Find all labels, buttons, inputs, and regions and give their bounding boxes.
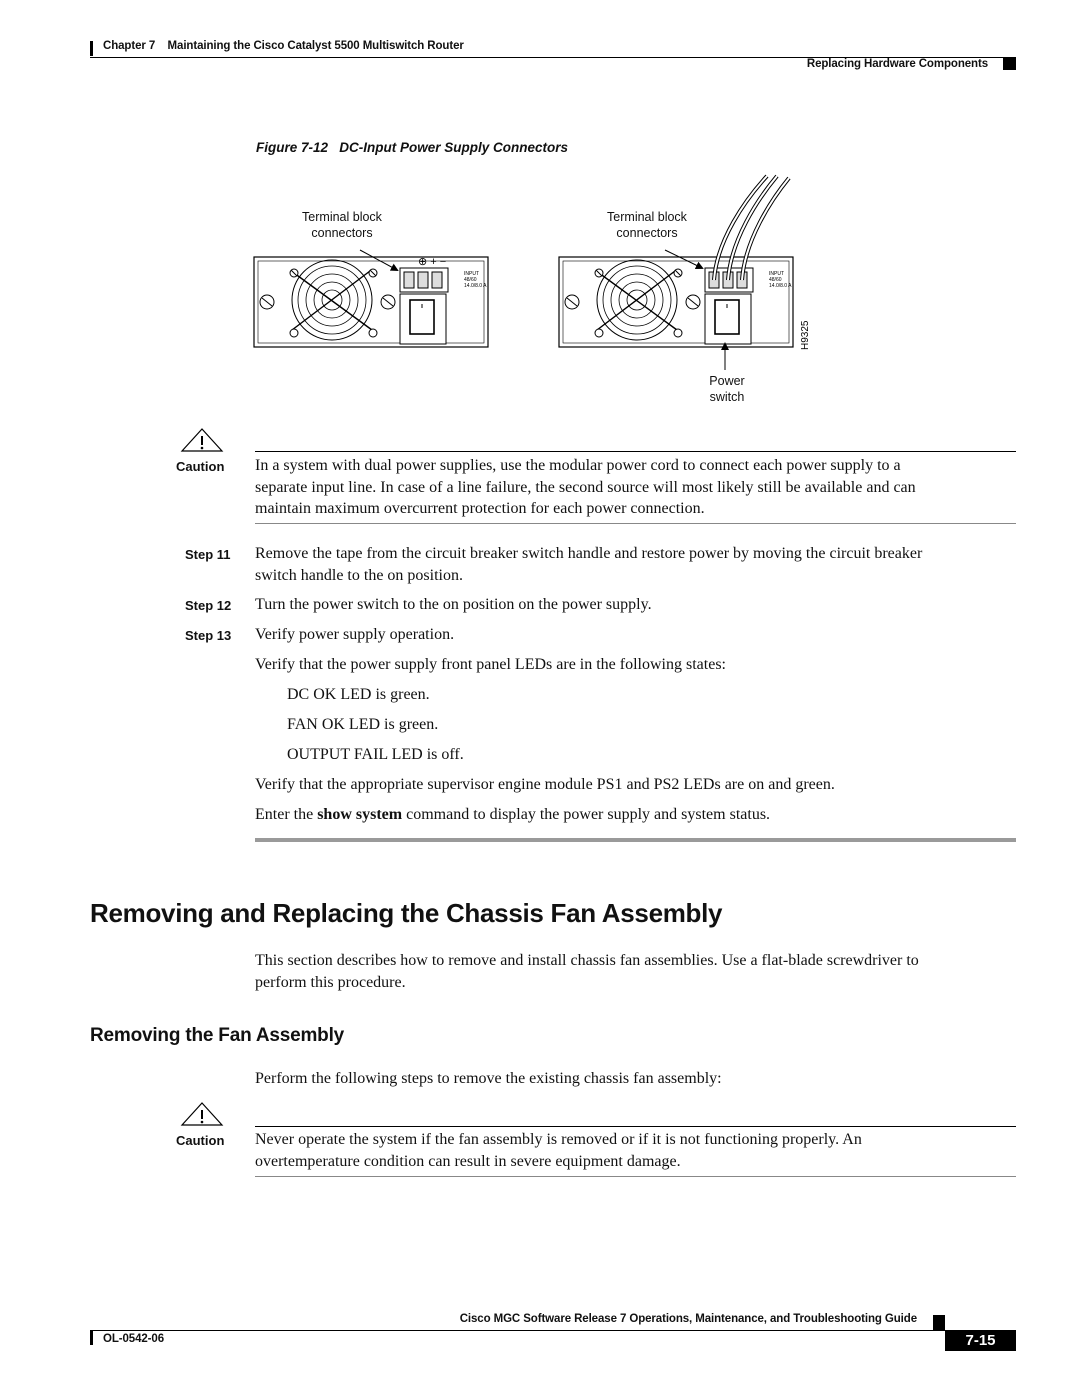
show-system-command: show system	[317, 806, 403, 823]
footer-marker	[933, 1315, 945, 1330]
caution2-line2: overtemperature condition can result in severe equipment damage.	[255, 1152, 681, 1170]
procedure-end-bar	[255, 838, 1016, 842]
right-input-text: INPUT	[769, 271, 784, 277]
right-volts-text: 48/60	[769, 277, 782, 283]
enter-command-post: command to display the power supply and system status.	[402, 806, 771, 823]
section-intro-line2: perform this procedure.	[255, 973, 406, 991]
caution1-text	[255, 455, 1025, 520]
caution1-line1: In a system with dual power supplies, use the modular power cord to connect each power supply to a	[255, 457, 901, 474]
footer-doc-number: OL-0542-06	[103, 1333, 165, 1345]
chapter-title: Maintaining the Cisco Catalyst 5500 Multiswitch Router	[167, 40, 464, 52]
header-marker	[1003, 57, 1016, 70]
left-input-text: INPUT	[464, 271, 479, 277]
header-left-bar	[90, 41, 93, 56]
caution2-text	[255, 1129, 1025, 1172]
step-13-text: Verify power supply operation.	[255, 626, 455, 643]
caution1-line3: maintain maximum overcurrent protection for each power connection.	[255, 500, 705, 517]
left-terminal-label-line2: connectors	[311, 226, 373, 240]
chapter-label: Chapter 7	[103, 40, 156, 52]
power-switch-label-line1: Power	[709, 374, 745, 388]
figure-caption	[256, 140, 568, 155]
caution-warning-icon	[179, 427, 225, 453]
step-12-label: Step 12	[185, 598, 232, 613]
footer-left-bar	[90, 1330, 93, 1345]
left-amps-text: 14.0/8.0 A	[464, 283, 487, 289]
figure-number: Figure 7-12	[256, 140, 329, 155]
right-terminal-label-line1: Terminal block	[607, 210, 687, 224]
footer-page-number: 7-15	[945, 1331, 1016, 1351]
enter-command-pre: Enter the	[255, 806, 318, 823]
step-12-text: Turn the power switch to the on position on the power supply.	[255, 596, 652, 613]
subsection-intro: Perform the following steps to remove the existing chassis fan assembly:	[255, 1070, 722, 1087]
verify-supervisor-text: Verify that the appropriate supervisor engine module PS1 and PS2 LEDs are on and green.	[255, 776, 835, 793]
led-state-output-fail: OUTPUT FAIL LED is off.	[287, 746, 464, 763]
header-section-title: Replacing Hardware Components	[806, 58, 988, 70]
caution1-line2: separate input line. In case of a line failure, the second source will most likely still be available and can	[255, 478, 916, 496]
caution1-bottom-rule	[255, 523, 1016, 524]
led-state-fan-ok: FAN OK LED is green.	[287, 716, 439, 733]
step-11-text	[255, 543, 1025, 586]
section-intro-line1: This section describes how to remove and install chassis fan assemblies. Use a flat-blade screwdriver to	[255, 952, 919, 969]
footer-rule	[90, 1330, 1016, 1331]
caution1-top-rule	[255, 451, 1016, 452]
right-amps-text: 14.0/8.0 A	[769, 283, 792, 289]
enter-command-text	[255, 804, 770, 826]
figure-title: DC-Input Power Supply Connectors	[339, 140, 569, 155]
figure-id: H9325	[800, 320, 811, 350]
header-chapter	[103, 40, 464, 52]
section-title: Removing and Replacing the Chassis Fan Assembly	[90, 898, 723, 928]
subsection-title: Removing the Fan Assembly	[90, 1025, 345, 1046]
section-intro	[255, 950, 1025, 993]
caution1-label: Caution	[176, 459, 225, 474]
dc-power-supply-diagram	[240, 170, 840, 370]
led-state-dc-ok: DC OK LED is green.	[287, 686, 430, 703]
power-switch-label	[690, 373, 764, 405]
power-switch-label-line2: switch	[709, 390, 745, 404]
caution2-top-rule	[255, 1126, 1016, 1127]
right-terminal-label-line2: connectors	[616, 226, 678, 240]
footer-guide-title: Cisco MGC Software Release 7 Operations, Maintenance, and Troubleshooting Guide	[459, 1313, 917, 1325]
verify-leds-text: Verify that the power supply front panel LEDs are in the following states:	[255, 656, 726, 673]
left-volts-text: 48/60	[464, 277, 477, 283]
caution-warning-icon	[179, 1101, 225, 1127]
left-terminal-label-line1: Terminal block	[302, 210, 382, 224]
left-power-supply-panel	[254, 250, 488, 347]
svg-text:⊕ + −: ⊕ + −	[418, 256, 447, 268]
caution2-bottom-rule	[255, 1176, 1016, 1177]
step-11-line2: switch handle to the on position.	[255, 566, 463, 584]
caution2-label: Caution	[176, 1133, 225, 1148]
step-11-label: Step 11	[185, 547, 231, 562]
caution2-line1: Never operate the system if the fan assembly is removed or if it is not functioning properly. An	[255, 1131, 862, 1148]
step-13-label: Step 13	[185, 628, 232, 643]
right-power-supply-panel	[559, 176, 811, 370]
step-11-line1: Remove the tape from the circuit breaker switch handle and restore power by moving the circuit breaker	[255, 545, 923, 562]
